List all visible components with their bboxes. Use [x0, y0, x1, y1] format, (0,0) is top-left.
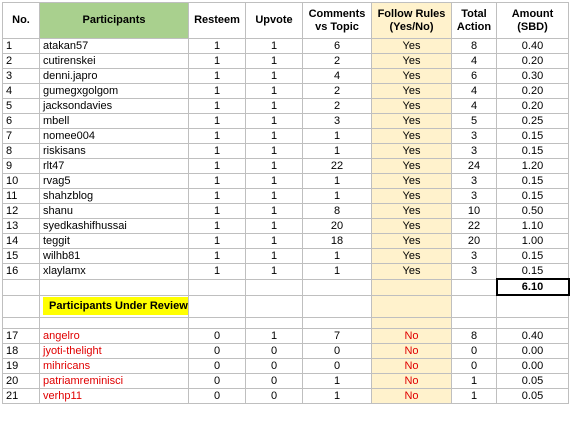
cell-upvote: 1 [246, 204, 303, 219]
cell-no: 7 [3, 129, 40, 144]
cell-follow-rules: Yes [372, 114, 452, 129]
cell-amount: 1.20 [497, 159, 569, 174]
cell-resteem: 1 [189, 39, 246, 54]
cell-comments: 1 [303, 389, 372, 404]
total-amount: 6.10 [497, 279, 569, 295]
cell-comments: 22 [303, 159, 372, 174]
cell-amount: 1.00 [497, 234, 569, 249]
cell-follow-rules: Yes [372, 234, 452, 249]
spacer-row [3, 318, 569, 329]
cell-total-action: 24 [452, 159, 497, 174]
cell-upvote: 1 [246, 144, 303, 159]
cell-resteem: 0 [189, 359, 246, 374]
cell-resteem: 1 [189, 174, 246, 189]
cell-upvote: 1 [246, 84, 303, 99]
cell-follow-rules: No [372, 389, 452, 404]
cell-follow-rules: Yes [372, 189, 452, 204]
cell-follow-rules: Yes [372, 249, 452, 264]
cell-amount: 1.10 [497, 219, 569, 234]
cell-amount: 0.15 [497, 144, 569, 159]
cell-no: 3 [3, 69, 40, 84]
cell-follow-rules: No [372, 359, 452, 374]
cell-upvote: 1 [246, 114, 303, 129]
cell-no: 19 [3, 359, 40, 374]
header-upvote: Upvote [246, 3, 303, 39]
cell-participant: jyoti-thelight [40, 344, 189, 359]
cell-follow-rules: No [372, 329, 452, 344]
cell-total-action: 8 [452, 329, 497, 344]
cell-total-action: 1 [452, 374, 497, 389]
header-comments: Comments vs Topic [303, 3, 372, 39]
cell-no: 11 [3, 189, 40, 204]
cell-no: 13 [3, 219, 40, 234]
cell-resteem: 1 [189, 114, 246, 129]
cell-resteem: 1 [189, 69, 246, 84]
cell-comments: 1 [303, 264, 372, 280]
cell-resteem: 1 [189, 189, 246, 204]
cell-total-action: 10 [452, 204, 497, 219]
cell-amount: 0.05 [497, 389, 569, 404]
cell-comments: 20 [303, 219, 372, 234]
header-resteem: Resteem [189, 3, 246, 39]
cell-upvote: 1 [246, 39, 303, 54]
cell-amount: 0.05 [497, 374, 569, 389]
cell-resteem: 1 [189, 264, 246, 280]
cell-total-action: 5 [452, 114, 497, 129]
cell-participant: shanu [40, 204, 189, 219]
table-row [3, 99, 569, 114]
cell-upvote: 1 [246, 174, 303, 189]
header-total-action: Total Action [452, 3, 497, 39]
cell-resteem: 1 [189, 144, 246, 159]
participants-table [2, 2, 570, 404]
cell-no: 20 [3, 374, 40, 389]
header-participants: Participants [40, 3, 189, 39]
cell-upvote: 1 [246, 329, 303, 344]
cell-upvote: 1 [246, 219, 303, 234]
cell-participant: gumegxgolgom [40, 84, 189, 99]
cell-total-action: 3 [452, 189, 497, 204]
cell-upvote: 1 [246, 99, 303, 114]
cell-amount: 0.15 [497, 249, 569, 264]
cell-upvote: 1 [246, 264, 303, 280]
cell-amount: 0.20 [497, 99, 569, 114]
cell-participant: shahzblog [40, 189, 189, 204]
table-row [3, 189, 569, 204]
cell-no: 1 [3, 39, 40, 54]
cell-follow-rules: Yes [372, 219, 452, 234]
cell-follow-rules: Yes [372, 69, 452, 84]
cell-participant: atakan57 [40, 39, 189, 54]
review-table-row [3, 374, 569, 389]
cell-comments: 3 [303, 114, 372, 129]
cell-amount: 0.40 [497, 329, 569, 344]
cell-total-action: 4 [452, 84, 497, 99]
cell-upvote: 0 [246, 389, 303, 404]
cell-participant: syedkashifhussai [40, 219, 189, 234]
cell-participant: denni.japro [40, 69, 189, 84]
cell-comments: 0 [303, 344, 372, 359]
main-rows [3, 39, 569, 280]
cell-total-action: 4 [452, 54, 497, 69]
table-row [3, 54, 569, 69]
cell-no: 14 [3, 234, 40, 249]
cell-amount: 0.30 [497, 69, 569, 84]
cell-follow-rules: Yes [372, 99, 452, 114]
cell-comments: 0 [303, 359, 372, 374]
cell-amount: 0.25 [497, 114, 569, 129]
cell-upvote: 1 [246, 234, 303, 249]
cell-upvote: 1 [246, 249, 303, 264]
review-table-row [3, 389, 569, 404]
cell-comments: 1 [303, 129, 372, 144]
cell-comments: 6 [303, 39, 372, 54]
review-rows [3, 329, 569, 404]
cell-upvote: 1 [246, 129, 303, 144]
cell-participant: wilhb81 [40, 249, 189, 264]
cell-upvote: 1 [246, 159, 303, 174]
cell-comments: 2 [303, 99, 372, 114]
cell-no: 16 [3, 264, 40, 280]
cell-comments: 1 [303, 174, 372, 189]
cell-follow-rules: No [372, 374, 452, 389]
cell-no: 2 [3, 54, 40, 69]
header-follow-rules: Follow Rules (Yes/No) [372, 3, 452, 39]
cell-resteem: 0 [189, 389, 246, 404]
cell-follow-rules: No [372, 344, 452, 359]
table-row [3, 39, 569, 54]
header-no: No. [3, 3, 40, 39]
cell-upvote: 0 [246, 374, 303, 389]
cell-resteem: 1 [189, 204, 246, 219]
cell-total-action: 8 [452, 39, 497, 54]
table-row [3, 84, 569, 99]
cell-participant: patriamreminisci [40, 374, 189, 389]
cell-follow-rules: Yes [372, 39, 452, 54]
cell-total-action: 3 [452, 174, 497, 189]
cell-no: 4 [3, 84, 40, 99]
cell-participant: rvag5 [40, 174, 189, 189]
cell-participant: riskisans [40, 144, 189, 159]
cell-no: 12 [3, 204, 40, 219]
table-row [3, 114, 569, 129]
review-title: Participants Under Review [43, 297, 189, 315]
table-row [3, 234, 569, 249]
cell-comments: 1 [303, 144, 372, 159]
cell-upvote: 1 [246, 69, 303, 84]
cell-resteem: 0 [189, 329, 246, 344]
cell-amount: 0.15 [497, 129, 569, 144]
cell-amount: 0.15 [497, 174, 569, 189]
cell-total-action: 20 [452, 234, 497, 249]
cell-resteem: 0 [189, 344, 246, 359]
cell-total-action: 4 [452, 99, 497, 114]
header-amount: Amount (SBD) [497, 3, 569, 39]
cell-amount: 0.15 [497, 264, 569, 280]
cell-no: 5 [3, 99, 40, 114]
total-row [3, 279, 569, 295]
review-table-row [3, 344, 569, 359]
cell-follow-rules: Yes [372, 129, 452, 144]
cell-total-action: 3 [452, 264, 497, 280]
cell-total-action: 3 [452, 144, 497, 159]
cell-follow-rules: Yes [372, 84, 452, 99]
cell-no: 15 [3, 249, 40, 264]
table-row [3, 249, 569, 264]
cell-participant: xlaylamx [40, 264, 189, 280]
cell-upvote: 1 [246, 54, 303, 69]
cell-upvote: 0 [246, 359, 303, 374]
review-table-row [3, 359, 569, 374]
cell-comments: 1 [303, 374, 372, 389]
cell-participant: rlt47 [40, 159, 189, 174]
cell-upvote: 0 [246, 344, 303, 359]
cell-upvote: 1 [246, 189, 303, 204]
cell-resteem: 1 [189, 159, 246, 174]
cell-total-action: 1 [452, 389, 497, 404]
table-row [3, 174, 569, 189]
cell-amount: 0.15 [497, 189, 569, 204]
table-row [3, 219, 569, 234]
cell-follow-rules: Yes [372, 54, 452, 69]
cell-participant: mihricans [40, 359, 189, 374]
cell-no: 10 [3, 174, 40, 189]
cell-amount: 0.40 [497, 39, 569, 54]
cell-amount: 0.20 [497, 84, 569, 99]
cell-participant: cutirenskei [40, 54, 189, 69]
cell-comments: 2 [303, 84, 372, 99]
cell-participant: angelro [40, 329, 189, 344]
cell-follow-rules: Yes [372, 204, 452, 219]
cell-participant: teggit [40, 234, 189, 249]
cell-resteem: 0 [189, 374, 246, 389]
cell-participant: verhp11 [40, 389, 189, 404]
cell-follow-rules: Yes [372, 159, 452, 174]
cell-amount: 0.20 [497, 54, 569, 69]
table-row [3, 69, 569, 84]
cell-resteem: 1 [189, 99, 246, 114]
cell-comments: 1 [303, 249, 372, 264]
cell-comments: 2 [303, 54, 372, 69]
cell-no: 9 [3, 159, 40, 174]
cell-comments: 1 [303, 189, 372, 204]
cell-total-action: 6 [452, 69, 497, 84]
cell-resteem: 1 [189, 234, 246, 249]
summary-section [3, 279, 569, 329]
review-header-row [3, 295, 569, 318]
review-table-row [3, 329, 569, 344]
cell-no: 8 [3, 144, 40, 159]
header-row [3, 3, 569, 39]
cell-follow-rules: Yes [372, 144, 452, 159]
cell-no: 17 [3, 329, 40, 344]
cell-comments: 8 [303, 204, 372, 219]
cell-comments: 7 [303, 329, 372, 344]
table-row [3, 144, 569, 159]
cell-total-action: 0 [452, 344, 497, 359]
cell-participant: mbell [40, 114, 189, 129]
cell-no: 21 [3, 389, 40, 404]
cell-total-action: 22 [452, 219, 497, 234]
cell-amount: 0.50 [497, 204, 569, 219]
cell-resteem: 1 [189, 249, 246, 264]
cell-total-action: 0 [452, 359, 497, 374]
cell-comments: 4 [303, 69, 372, 84]
cell-comments: 18 [303, 234, 372, 249]
cell-participant: nomee004 [40, 129, 189, 144]
cell-no: 6 [3, 114, 40, 129]
cell-total-action: 3 [452, 249, 497, 264]
table-row [3, 204, 569, 219]
table-row [3, 159, 569, 174]
cell-no: 18 [3, 344, 40, 359]
cell-amount: 0.00 [497, 344, 569, 359]
table-row [3, 129, 569, 144]
cell-follow-rules: Yes [372, 174, 452, 189]
cell-resteem: 1 [189, 84, 246, 99]
cell-participant: jacksondavies [40, 99, 189, 114]
cell-total-action: 3 [452, 129, 497, 144]
cell-resteem: 1 [189, 54, 246, 69]
cell-amount: 0.00 [497, 359, 569, 374]
cell-resteem: 1 [189, 219, 246, 234]
cell-follow-rules: Yes [372, 264, 452, 280]
table-row [3, 264, 569, 280]
cell-resteem: 1 [189, 129, 246, 144]
